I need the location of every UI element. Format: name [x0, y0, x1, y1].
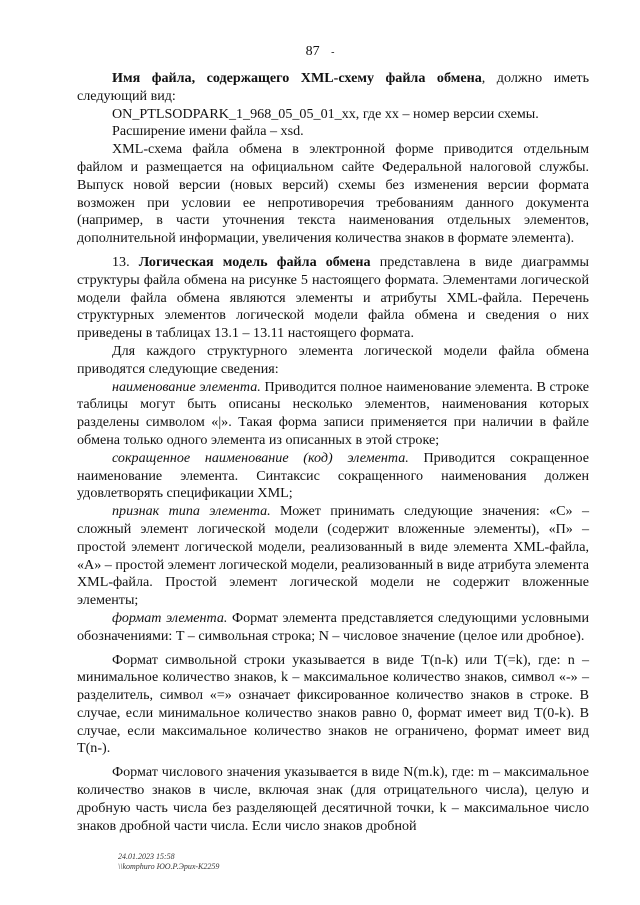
paragraph-element-format — [77, 610, 589, 646]
paragraph-numeric-format: Формат числового значения указывается в виде N(m.k), где: m – максимальное количество знаков в числе, включая знак (для отрицательного числа), целую и дробную часть числа без разделяющей десятичной точки, k – максимальное число знаков дробной части числа. Если число знаков дробной — [77, 764, 589, 834]
italic-term: сокращенное наименование (код) элемента. — [112, 449, 409, 466]
document-body — [77, 70, 589, 835]
signature-stamp — [118, 852, 219, 872]
paragraph-element-type — [77, 503, 589, 610]
stamp-timestamp: 24.01.2023 15:58 — [118, 852, 175, 861]
italic-term: формат элемента. — [112, 609, 228, 626]
file-extension: Расширение имени файла – xsd. — [112, 123, 304, 140]
page-number-row — [0, 44, 640, 60]
bold-heading: Имя файла, содержащего XML-схему файла обмена — [112, 70, 482, 86]
paragraph-xml-schema: XML-схема файла обмена в электронной форме приводится отдельным файлом и размещается на официальном сайте Федеральной налоговой службы. Выпуск новой версии (новых версий) схемы без изменения версии формата возможен при условии ее непротиворечия требованиям данного документа (например, в части уточнения текста наименования отдельных элементов, дополнительной информации, увеличения количества знаков в формате элемента). — [77, 141, 589, 247]
bold-heading: Логическая модель файла обмена — [138, 253, 371, 270]
schema-file-name: ON_PTLSODPARK_1_968_05_05_01_xx, где xx – номер версии схемы. — [112, 105, 539, 122]
paragraph-element-name — [77, 379, 589, 450]
paragraph-text: Приводится сокращенное наименование элемента. Синтаксис сокращенного наименования должен удовлетворять спецификации XML; — [77, 449, 589, 502]
paragraph-text: Приводится полное наименование элемента. В строке таблицы могут быть описаны несколько элементов, наименования которых разделены символом «|». Такая форма записи применяется при наличии в файле обмена только одного элемента из описанных в этой строке; — [77, 378, 589, 448]
italic-term: наименование элемента. — [112, 378, 261, 395]
paragraph-text: Формат элемента представляется следующими условными обозначениями: T – символьная строка; N – числовое значение (целое или дробное). — [77, 609, 590, 644]
italic-term: признак типа элемента. — [112, 503, 271, 520]
paragraph-text: , должно иметь следующий вид: — [77, 70, 589, 104]
page-number: 87 — [305, 44, 320, 59]
paragraph-section-13 — [77, 254, 589, 343]
paragraph-text: Может принимать следующие значения: «С» – сложный элемент логической модели (содержит вложенные элементы), «П» – простой элемент логической модели, реализованный в виде элемента XML-файла, «А» – простой элемент логической модели, реализованный в виде атрибута элемента XML-файла. Простой элемент логической модели не содержит вложенные элементы; — [77, 503, 589, 609]
paragraph-file-name — [77, 70, 589, 106]
stamp-signer: \\komphuro ЮО.Р.Эрих-К2259 — [118, 862, 220, 871]
section-number: 13. — [112, 253, 139, 270]
page-mark: - — [331, 47, 335, 58]
paragraph-string-format: Формат символьной строки указывается в виде T(n-k) или T(=k), где: n – минимальное количество знаков, k – максимальное количество знаков, символ «-» – разделитель, символ «=» означает фиксированное количество знаков в строке. В случае, если минимальное количество знаков равно 0, формат имеет вид T(0-k). В случае, если максимальное количество знаков не ограничено, формат имеет вид T(n-). — [77, 651, 589, 757]
paragraph-text: представлена в виде диаграммы структуры файла обмена на рисунке 5 настоящего формата. Элементами логической модели файла обмена являются элементы и атрибуты XML-файла. Перечень структурных элементов логической модели файла обмена и сведения о них приведены в таблицах 13.1 – 13.11 настоящего формата. — [77, 253, 589, 342]
paragraph-element-info: Для каждого структурного элемента логической модели файла обмена приводятся следующие сведения: — [77, 342, 589, 377]
paragraph-element-code — [77, 450, 589, 503]
